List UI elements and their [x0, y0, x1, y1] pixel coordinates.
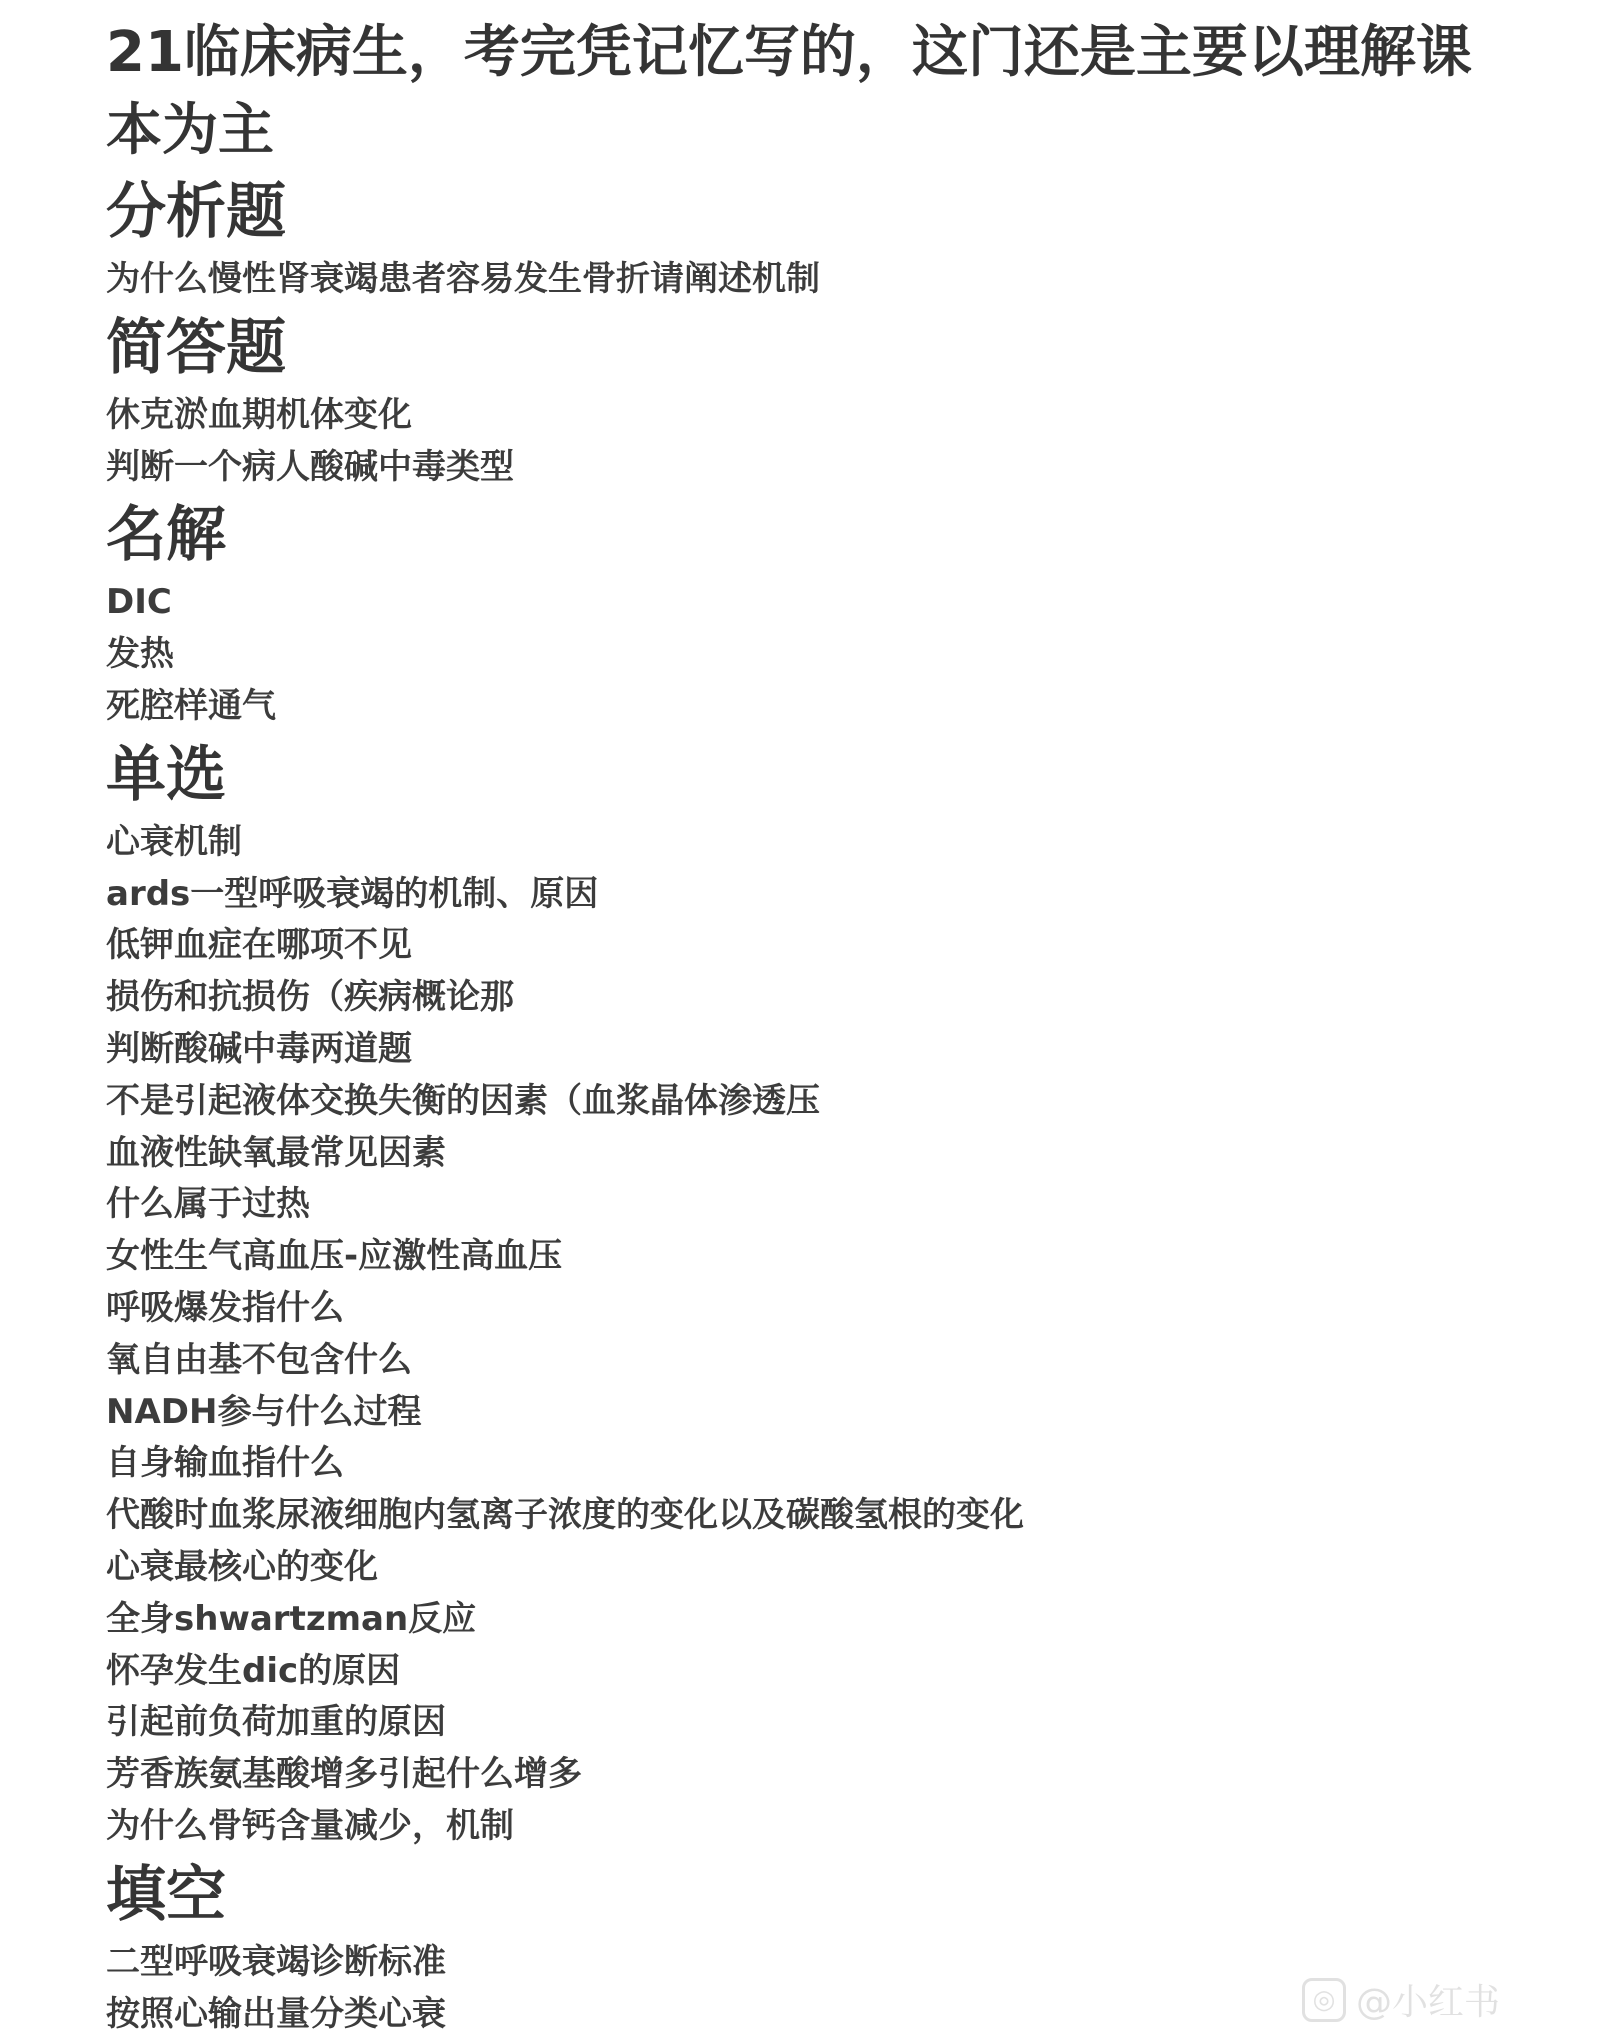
section-fill-blank	[106, 1853, 1526, 2040]
list-item: ards一型呼吸衰竭的机制、原因	[106, 873, 599, 914]
list-item: 二型呼吸衰竭诊断标准	[106, 1941, 446, 1982]
list-item: 心衰机制	[106, 821, 242, 862]
list-item: DIC	[106, 582, 172, 623]
list-item: 损伤和抗损伤（疾病概论那	[106, 977, 514, 1018]
list-item: 心衰最核心的变化	[106, 1546, 378, 1587]
section-heading: 填空	[106, 1859, 226, 1930]
list-item: 全身shwartzman反应	[106, 1598, 477, 1639]
list-item: 为什么骨钙含量减少，机制	[106, 1805, 514, 1846]
section-single-choice	[106, 733, 1526, 1853]
list-item: 代酸时血浆尿液细胞内氢离子浓度的变化以及碳酸氢根的变化	[106, 1495, 1024, 1536]
list-item: 芳香族氨基酸增多引起什么增多	[106, 1754, 582, 1795]
list-item: 呼吸爆发指什么	[106, 1287, 344, 1328]
list-item: 为什么慢性肾衰竭患者容易发生骨折请阐述机制	[106, 259, 820, 299]
list-item: 什么属于过热	[106, 1184, 310, 1225]
list-item: 按照心输出量分类心衰	[106, 1993, 446, 2034]
section-short-answer	[106, 306, 1526, 494]
watermark-text: @小红书	[1355, 1982, 1500, 2023]
list-item: 发热	[106, 634, 174, 675]
section-heading: 单选	[106, 739, 226, 810]
list-item: 低钾血症在哪项不见	[106, 925, 412, 966]
app-logo-icon: ◎	[1302, 1978, 1346, 2022]
list-item: 引起前负荷加重的原因	[106, 1702, 446, 1743]
section-definitions	[106, 493, 1526, 732]
list-item: 休克淤血期机体变化	[106, 394, 412, 435]
list-item: 不是引起液体交换失衡的因素（血浆晶体渗透压	[106, 1080, 820, 1121]
section-heading: 简答题	[106, 312, 286, 383]
section-heading: 名解	[106, 500, 226, 571]
list-item: NADH参与什么过程	[106, 1391, 422, 1432]
note-document	[106, 14, 1526, 2040]
page-title: 21临床病生，考完凭记忆写的，这门还是主要以理解课本为主	[106, 20, 1472, 163]
section-analysis	[106, 170, 1526, 306]
section-heading: 分析题	[106, 177, 286, 247]
list-item: 自身输血指什么	[106, 1443, 344, 1484]
list-item: 死腔样通气	[106, 685, 276, 726]
list-item: 怀孕发生dic的原因	[106, 1650, 401, 1691]
list-item: 女性生气高血压-应激性高血压	[106, 1236, 563, 1277]
list-item: 判断一个病人酸碱中毒类型	[106, 446, 514, 487]
list-item: 氧自由基不包含什么	[106, 1339, 412, 1380]
list-item: 判断酸碱中毒两道题	[106, 1028, 412, 1069]
list-item: 血液性缺氧最常见因素	[106, 1132, 446, 1173]
